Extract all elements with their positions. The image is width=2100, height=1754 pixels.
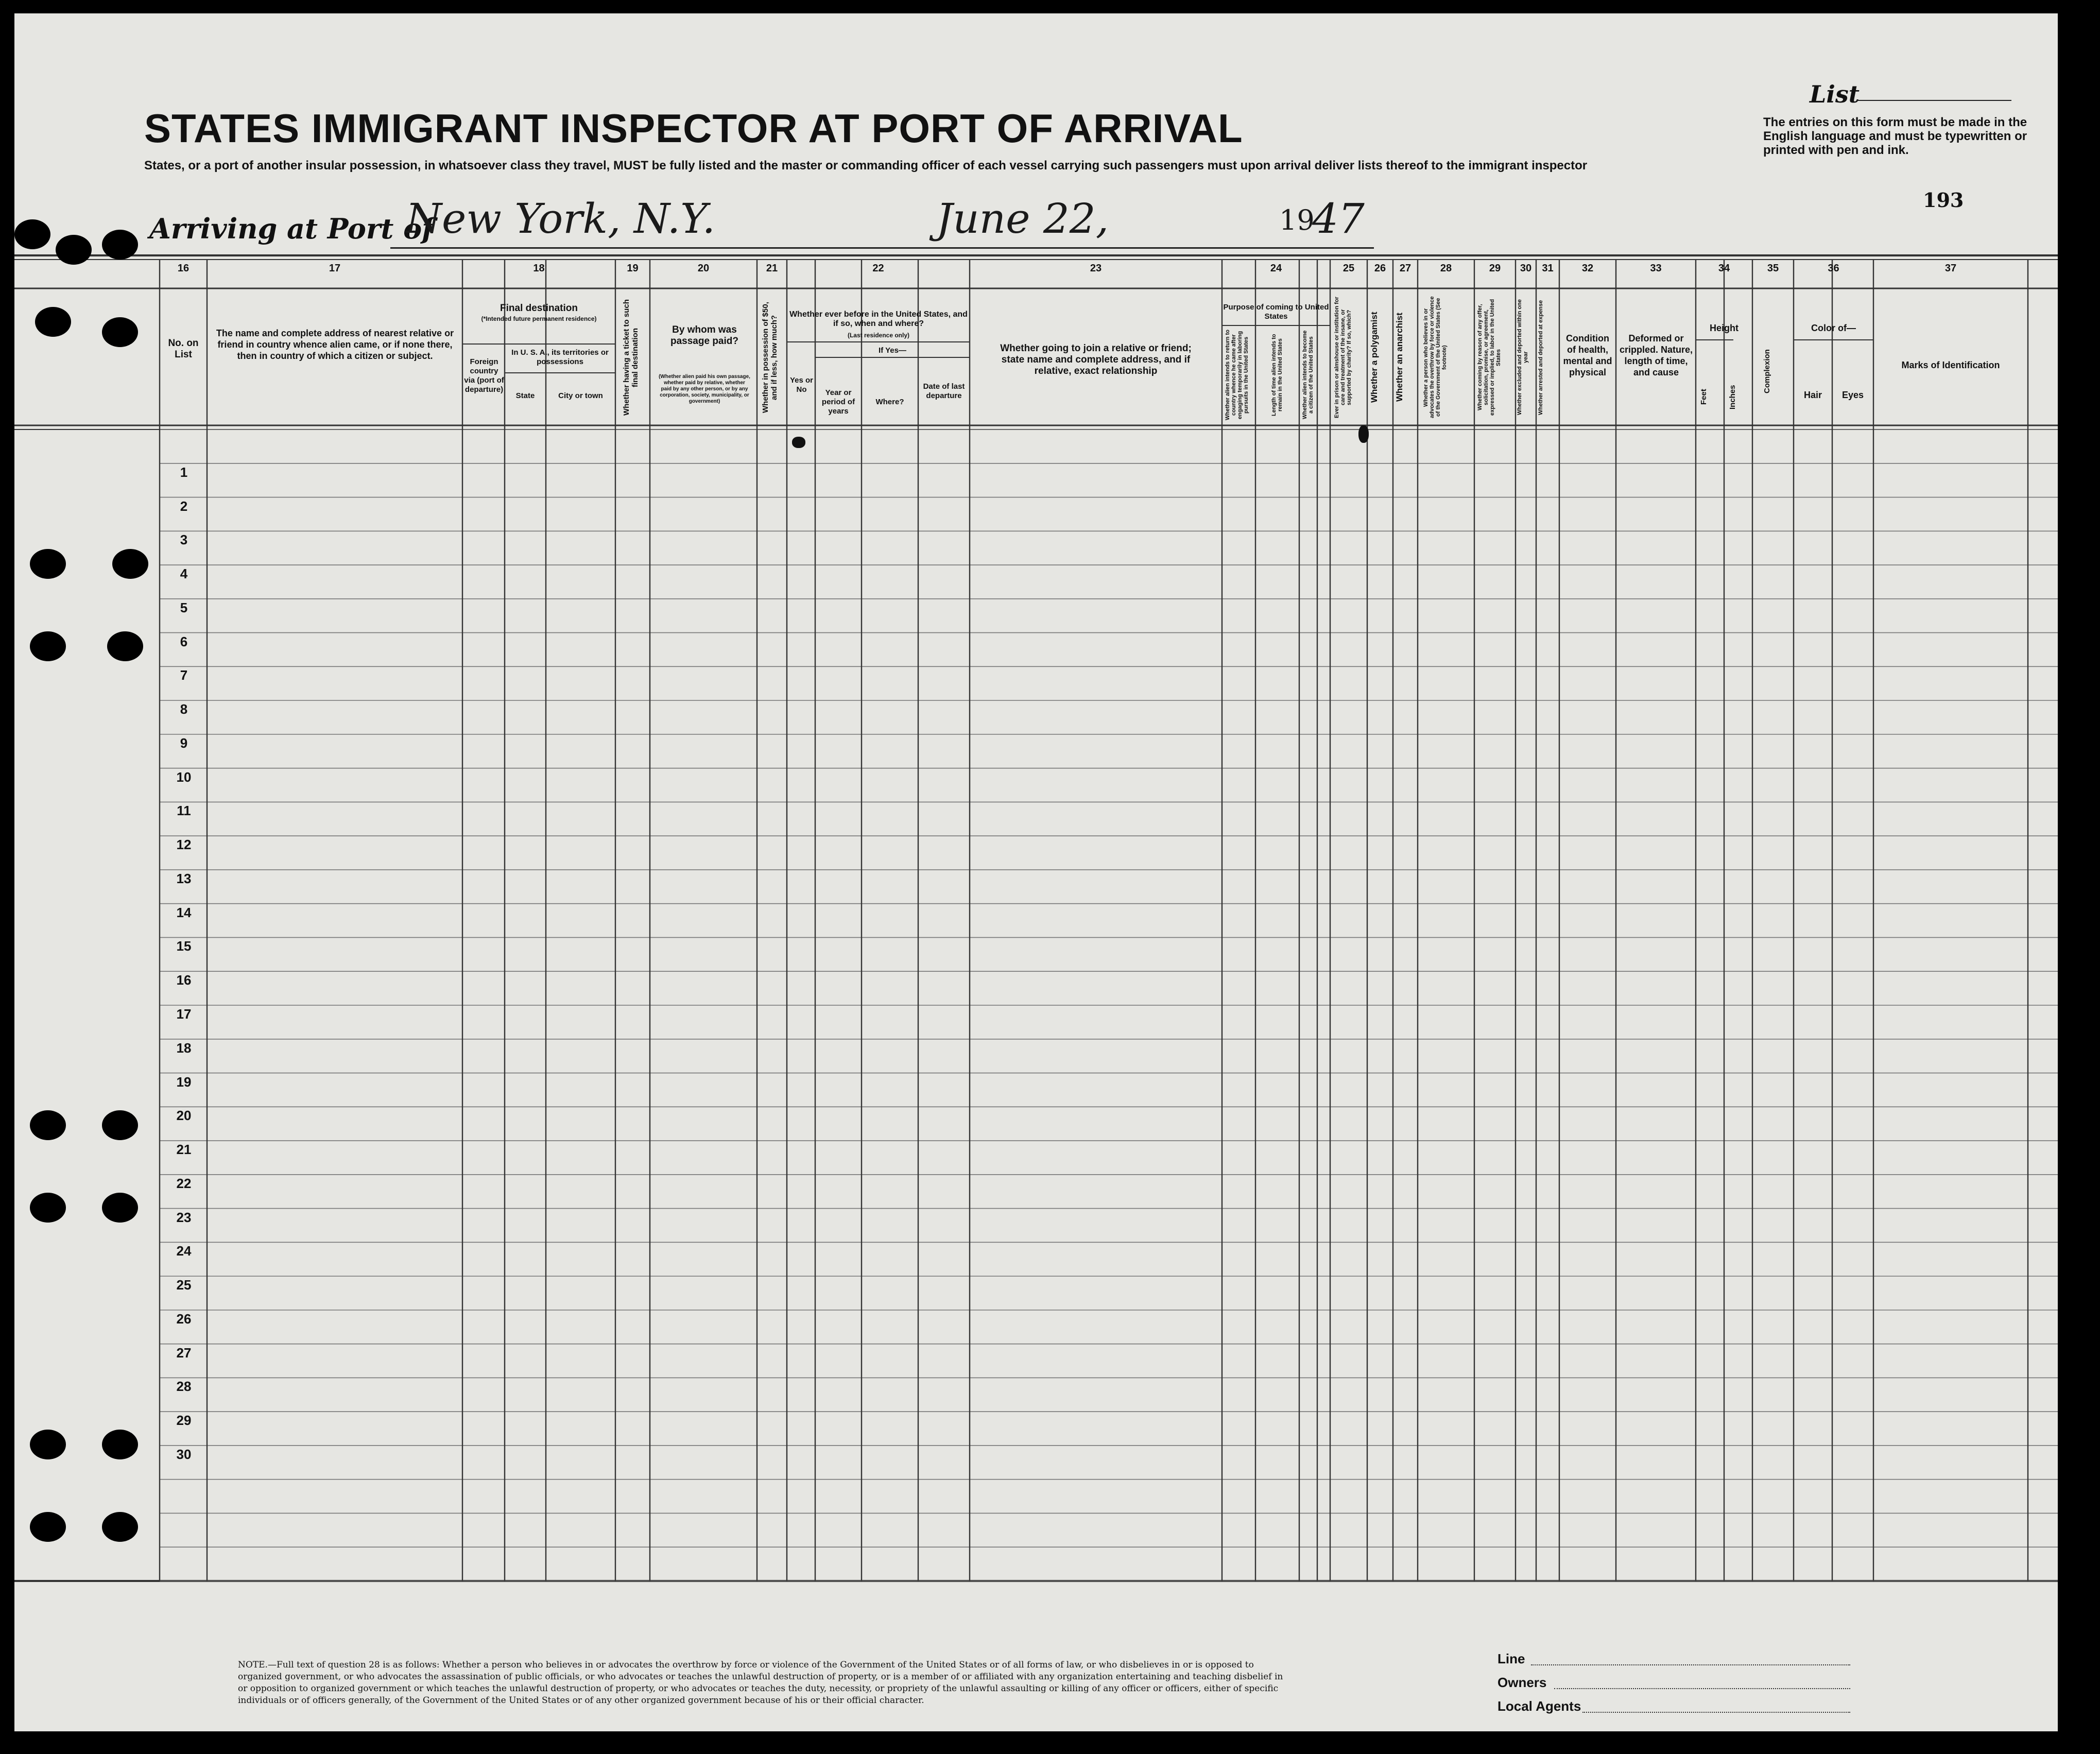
year-prefix: 19	[1279, 204, 1315, 236]
row-number: 30	[176, 1446, 192, 1462]
header-feet: Feet	[1699, 389, 1708, 405]
header-ticket: Whether having a ticket to such final destination	[622, 299, 640, 416]
form-title: STATES IMMIGRANT INSPECTOR AT PORT OF ARRIVAL	[144, 106, 1243, 151]
col-27-number: 27	[1399, 263, 1412, 274]
header-polygamist: Whether a polygamist	[1369, 312, 1379, 403]
punch-hole	[30, 1110, 66, 1140]
header-purpose-return: Whether alien intends to return to country whence he came after engaging temporarily in laboring pursuits in the United States	[1225, 330, 1249, 421]
col-37-number: 37	[1944, 263, 1957, 274]
punch-hole	[102, 1512, 138, 1542]
punch-hole	[30, 1430, 66, 1459]
row-number: 4	[180, 566, 188, 582]
row-number: 23	[176, 1209, 192, 1225]
punch-hole	[14, 219, 50, 249]
col-23-number: 23	[1090, 263, 1102, 274]
header-complexion: Complexion	[1763, 349, 1771, 393]
col-22-number: 22	[872, 263, 884, 274]
port-handwritten: New York, N.Y.	[406, 195, 716, 243]
col-34-number: 34	[1718, 263, 1730, 274]
row-number: 28	[176, 1379, 192, 1395]
col-18-number: 18	[533, 263, 545, 274]
col-21-number: 21	[766, 263, 778, 274]
header-by-whom-paid: By whom was passage paid?	[670, 324, 738, 347]
header-prison: Ever in prison or almshouse or institution for care and treatment of the insane, or supported by charity? If so, which?	[1334, 297, 1352, 418]
header-deformed: Deformed or crippled. Nature, length of time, and cause	[1619, 333, 1693, 377]
row-number: 24	[176, 1243, 192, 1259]
footnote-question-28: NOTE.—Full text of question 28 is as follows: Whether a person who believes in or advocates the overthrow by force or violence of the Government of the United States or of all forms of law, or who disbelieves in or is opposed to organized government, or who advocates the assassination of public officials, or who advocates or teaches the unlawful destruction of property, or is a member of or affiliated with any organization entertaining and teaching disbelief in or opposition to organized government or which teaches the unlawful destruction of property, or who advocates or teaches the duty, necessity, or propriety of the unlawful assaulting or killing of any officer or officers, either of specific individuals or of officers generally, of the Government of the United States or of any other organized government because of his or their official character.	[238, 1660, 1283, 1706]
col-16-number: 16	[177, 263, 190, 274]
row-number: 13	[176, 870, 192, 886]
row-number: 27	[176, 1345, 192, 1361]
punch-hole	[112, 549, 148, 579]
header-q29: Whether coming by reason of any offer, solicitation, promise, or agreement, expressed or implied, to labor in the United States	[1477, 299, 1502, 416]
row-number: 25	[176, 1277, 192, 1293]
header-state: State	[515, 391, 535, 400]
form-instructions: The entries on this form must be made in the English language and must be typewritten or printed with pen and ink.	[1763, 115, 2027, 157]
punch-hole	[102, 1430, 138, 1459]
header-inches: Inches	[1728, 385, 1737, 409]
date-handwritten: June 22,	[936, 195, 1109, 243]
punch-hole	[56, 235, 92, 265]
row-number: 20	[176, 1108, 192, 1124]
owners-label: Owners	[1497, 1675, 1547, 1690]
row-number: 6	[180, 633, 188, 649]
header-final-destination-note: (*Intended future permanent residence)	[481, 315, 597, 322]
row-number: 26	[176, 1311, 192, 1327]
header-q28: Whether a person who believes in or advocates the overthrow by force or violence of the Government of the United States (See footnote)	[1423, 296, 1448, 419]
header-where: Where?	[875, 398, 904, 406]
row-number: 22	[176, 1175, 192, 1191]
header-city-or-town: City or town	[558, 391, 603, 400]
row-number: 19	[176, 1074, 192, 1090]
col-19-number: 19	[627, 263, 639, 274]
form-subtitle: States, or a port of another insular possession, in whatsoever class they travel, MUST be fully listed and the master or commanding officer of each vessel carrying such passengers must upon arrival deliver lists thereof to the immigrant inspector	[144, 159, 1588, 173]
col-31-number: 31	[1542, 263, 1554, 274]
row-number: 12	[176, 837, 192, 853]
row-number: 14	[176, 904, 192, 920]
col-25-number: 25	[1342, 263, 1355, 274]
punch-hole	[30, 549, 66, 579]
row-number: 29	[176, 1413, 192, 1429]
header-last-residence: (Last residence only)	[847, 332, 910, 339]
header-ever-before: Whether ever before in the United States, and if so, when and where?	[789, 310, 968, 328]
header-color-of: Color of—	[1811, 323, 1856, 333]
header-hair: Hair	[1803, 390, 1822, 400]
header-in-usa: In U. S. A., its territories or possessions	[511, 348, 609, 366]
col-29-number: 29	[1489, 263, 1501, 274]
row-number: 8	[180, 701, 188, 717]
line-signature-line	[1531, 1664, 1850, 1665]
header-nearest-relative: The name and complete address of nearest relative or friend in country whence alien came, or if none there, then in country of which a citizen or subject.	[216, 328, 454, 361]
punch-hole	[102, 317, 138, 347]
punch-hole	[102, 1110, 138, 1140]
local-agents-label: Local Agents	[1497, 1698, 1581, 1714]
header-q31: Whether arrested and deported at expense	[1538, 300, 1544, 415]
row-number: 11	[177, 803, 191, 819]
col-33-number: 33	[1650, 263, 1662, 274]
punch-hole	[35, 307, 71, 337]
row-number: 2	[180, 498, 188, 514]
punch-hole	[30, 631, 66, 661]
col-30-number: 30	[1520, 263, 1532, 274]
header-marks: Marks of Identification	[1901, 360, 2000, 370]
col-36-number: 36	[1828, 263, 1839, 274]
page-number: 193	[1923, 188, 1964, 212]
row-number: 17	[176, 1006, 192, 1022]
header-purpose-length: Length of time alien intends to remain in the United States	[1271, 334, 1283, 416]
header-purpose: Purpose of coming to United States	[1223, 303, 1329, 321]
header-eyes: Eyes	[1841, 390, 1864, 400]
arriving-label: Arriving at Port of	[149, 212, 434, 245]
header-possession-50: Whether in possession of $50, and if less, how much?	[761, 302, 779, 413]
col-26-number: 26	[1374, 263, 1386, 274]
row-number: 5	[180, 599, 188, 615]
punch-hole	[30, 1512, 66, 1542]
header-final-destination: Final destination	[500, 303, 578, 314]
header-condition: Condition of health, mental and physical	[1563, 333, 1612, 377]
owners-signature-line	[1554, 1688, 1850, 1689]
row-number: 7	[180, 667, 188, 683]
punch-hole	[107, 631, 143, 661]
header-year-or-period: Year or period of years	[821, 388, 855, 416]
row-number: 16	[176, 972, 192, 988]
header-foreign-country: Foreign country via (port of departure)	[464, 357, 504, 394]
local-agents-signature-line	[1582, 1712, 1850, 1713]
header-by-whom-note: (Whether alien paid his own passage, whether paid by relative, whether paid by any other person, or by any corporation, society, municipality, or government)	[659, 374, 750, 404]
col-35-number: 35	[1767, 263, 1779, 274]
row-number: 10	[176, 769, 192, 785]
line-label: Line	[1497, 1651, 1525, 1666]
row-number: 15	[176, 938, 192, 954]
col-17-number: 17	[329, 263, 341, 274]
punch-hole	[102, 1193, 138, 1223]
punch-hole	[102, 230, 138, 260]
col-24-number: 24	[1270, 263, 1282, 274]
header-anarchist: Whether an anarchist	[1395, 313, 1404, 402]
punch-hole	[30, 1193, 66, 1223]
ink-mark	[792, 437, 805, 448]
row-number: 9	[180, 735, 188, 751]
header-height: Height	[1710, 323, 1738, 333]
header-yes-or-no: Yes or No	[789, 376, 814, 394]
header-q30: Whether excluded and deported within one year	[1517, 299, 1529, 416]
manifest-sheet	[14, 13, 2058, 1731]
list-label: List	[1810, 80, 1860, 108]
header-if-yes: If Yes—	[879, 346, 906, 355]
header-date-last-departure: Date of last departure	[923, 382, 965, 400]
ink-mark	[1358, 425, 1369, 443]
header-purpose-citizen: Whether alien intends to become a citizen of the United States	[1302, 330, 1314, 420]
header-no-on-list: No. on List	[168, 338, 199, 360]
header-join-relative: Whether going to join a relative or friend; state name and complete address, and if relative, exact relationship	[1000, 343, 1192, 376]
col-28-number: 28	[1440, 263, 1452, 274]
col-20-number: 20	[697, 263, 710, 274]
row-number: 18	[176, 1040, 192, 1056]
col-32-number: 32	[1581, 263, 1594, 274]
row-number: 1	[180, 464, 188, 480]
row-number: 3	[180, 532, 188, 548]
year-handwritten: 47	[1312, 195, 1365, 243]
row-number: 21	[176, 1142, 192, 1158]
